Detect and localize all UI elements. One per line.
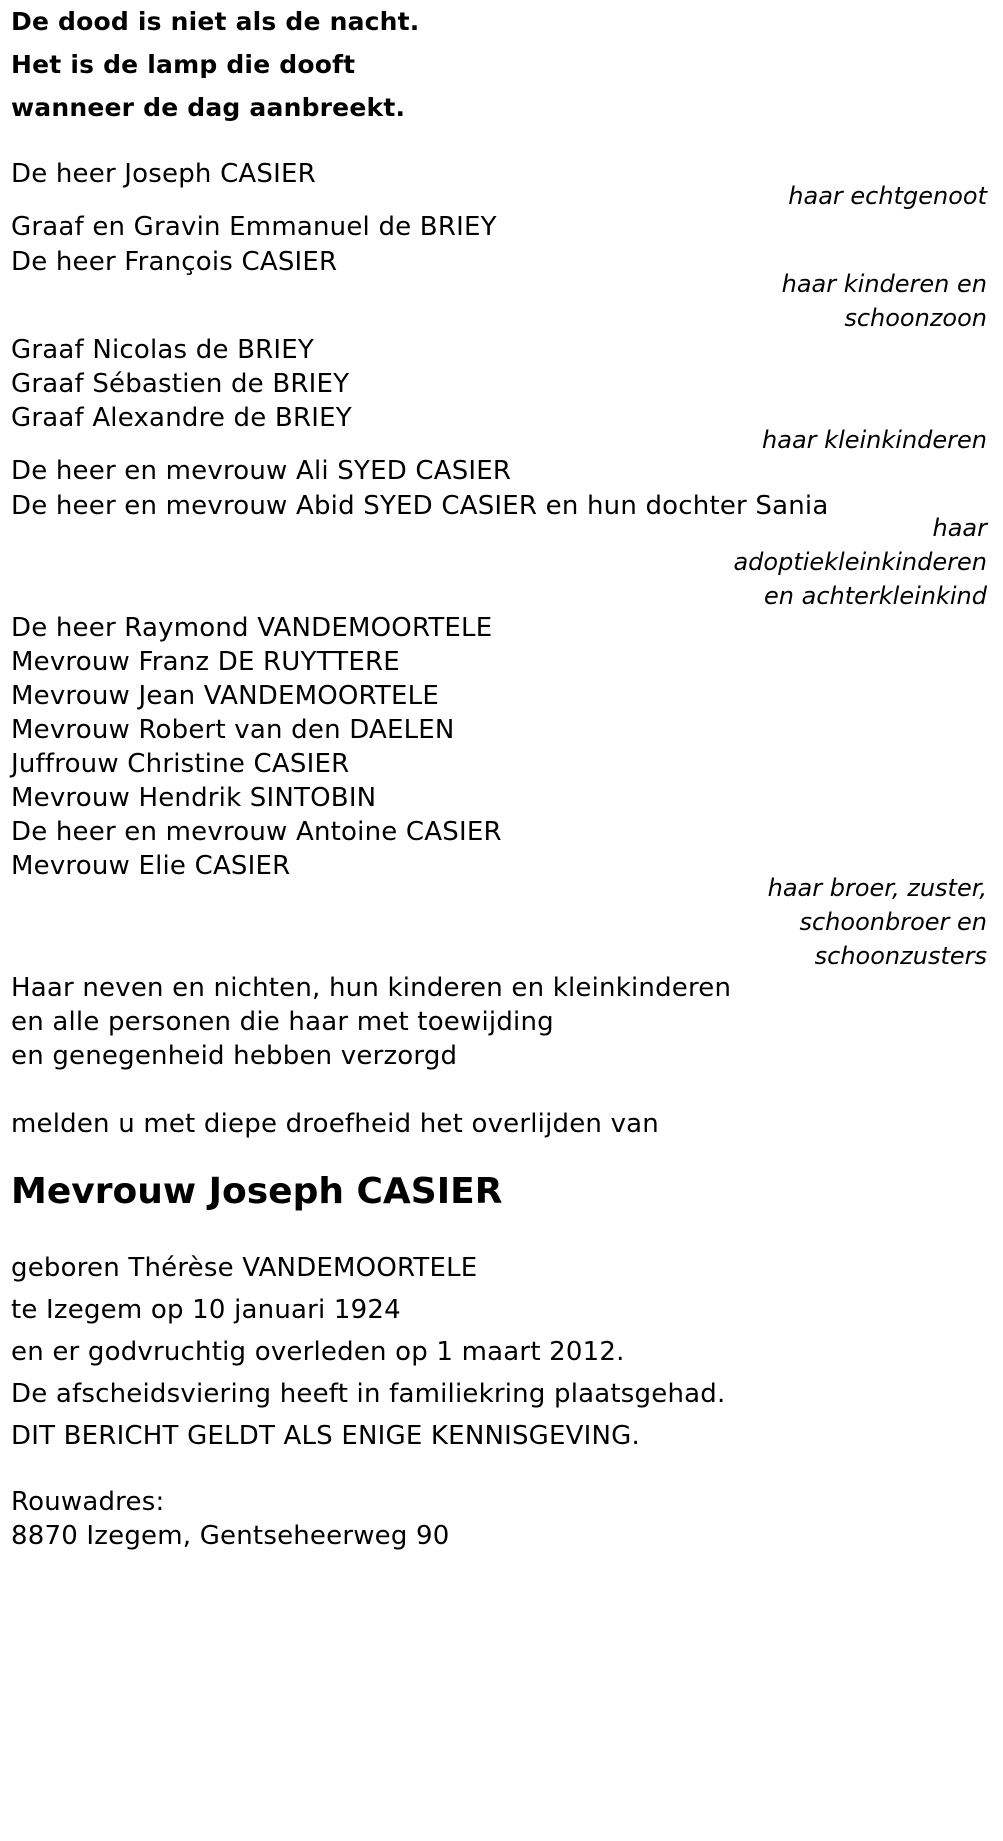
relationship-label: haar echtgenoot (788, 182, 987, 210)
relationship-label: adoptiekleinkinderen (733, 548, 987, 576)
family-name: Graaf Nicolas de BRIEY (11, 335, 315, 365)
relationship-label: haar (932, 514, 987, 542)
family-name: Mevrouw Jean VANDEMOORTELE (11, 681, 439, 711)
detail-line: en er godvruchtig overleden op 1 maart 2012. (11, 1337, 625, 1367)
verse-line-1: De dood is niet als de nacht. (11, 7, 420, 36)
family-name: De heer Joseph CASIER (11, 159, 316, 189)
family-closing-line: en genegenheid hebben verzorgd (11, 1041, 458, 1071)
detail-line: geboren Thérèse VANDEMOORTELE (11, 1253, 478, 1283)
announcement-text: melden u met diepe droefheid het overlijden van (11, 1109, 659, 1139)
family-name: Graaf Sébastien de BRIEY (11, 369, 350, 399)
relationship-label: schoonzusters (814, 942, 987, 970)
family-name: Mevrouw Elie CASIER (11, 851, 291, 881)
family-name: Graaf Alexandre de BRIEY (11, 403, 352, 433)
address-line: 8870 Izegem, Gentseheerweg 90 (11, 1521, 450, 1551)
relationship-label: haar kinderen en (781, 270, 987, 298)
family-name: De heer Raymond VANDEMOORTELE (11, 613, 493, 643)
relationship-label: haar broer, zuster, (767, 874, 987, 902)
relationship-label: haar kleinkinderen (762, 426, 987, 454)
family-name: Mevrouw Franz DE RUYTTERE (11, 647, 400, 677)
verse-line-2: Het is de lamp die dooft (11, 50, 356, 79)
family-name: De heer en mevrouw Abid SYED CASIER en hun dochter Sania (11, 491, 829, 521)
family-name: De heer François CASIER (11, 247, 338, 277)
family-name: Mevrouw Robert van den DAELEN (11, 715, 455, 745)
address-label: Rouwadres: (11, 1487, 165, 1517)
family-closing-line: Haar neven en nichten, hun kinderen en kleinkinderen (11, 973, 732, 1003)
detail-line: te Izegem op 10 januari 1924 (11, 1295, 401, 1325)
relationship-label: schoonbroer en (799, 908, 987, 936)
family-closing-line: en alle personen die haar met toewijding (11, 1007, 554, 1037)
detail-line: De afscheidsviering heeft in familiekring plaatsgehad. (11, 1379, 726, 1409)
deceased-name: Mevrouw Joseph CASIER (11, 1171, 503, 1212)
verse-line-3: wanneer de dag aanbreekt. (11, 93, 406, 122)
detail-line: DIT BERICHT GELDT ALS ENIGE KENNISGEVING. (11, 1421, 640, 1451)
relationship-label: en achterkleinkind (764, 582, 987, 610)
family-name: Juffrouw Christine CASIER (11, 749, 350, 779)
family-name: De heer en mevrouw Antoine CASIER (11, 817, 502, 847)
family-name: Graaf en Gravin Emmanuel de BRIEY (11, 212, 497, 242)
family-name: De heer en mevrouw Ali SYED CASIER (11, 456, 512, 486)
family-name: Mevrouw Hendrik SINTOBIN (11, 783, 377, 813)
relationship-label: schoonzoon (844, 304, 987, 332)
